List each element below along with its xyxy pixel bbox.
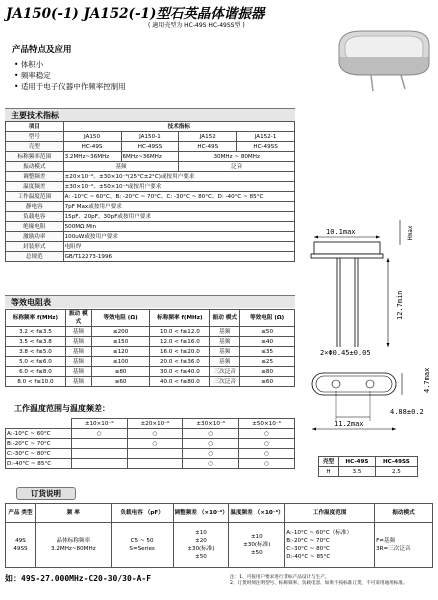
specs-cell: 泛音 [179,162,295,172]
specs-cell: 基频 [63,162,179,172]
specs-row-label: 振动模式 [6,162,64,172]
esr-cell: 基频 [65,327,91,337]
order-table [5,503,433,568]
specs-cell: 500MΩ Min [63,222,294,232]
temp-table [5,418,295,469]
specs-row-label: 总规范 [6,252,64,262]
temp-col: ±50×10⁻⁶ [239,419,295,429]
esr-cell: 16.0 < f≤20.0 [150,347,210,357]
specs-heading: 主要技术指标 [11,111,59,120]
temp-row [6,439,295,449]
temp-row [6,429,295,439]
specs-cell: A: -10°C ~ 60°C、B: -20°C ~ 70°C、C: -30°C ~ 80°C、D: -40°C ~ 85°C [63,192,294,202]
esr-cell: 5.0 < f≤6.0 [6,357,66,367]
esr-cell: 3.2 < f≤3.5 [6,327,66,337]
specs-row-label: 工作温度范围 [6,192,64,202]
specs-col-item: 项目 [6,122,64,132]
specs-row-label: 封装形式 [6,242,64,252]
dim-width-bottom: 11.2max [334,420,364,428]
esr-header: 振动 模式 [210,310,240,327]
specs-row-label: 绝缘电阻 [6,222,64,232]
specs-cell: ±30×10⁻⁶、±50×10⁻⁶或按用户要求 [63,182,294,192]
specs-col-spec: 技术指标 [63,122,294,132]
specs-cell: 3.2MHz~36MHz [63,152,121,162]
order-cell-type: 49S 49SS [6,523,36,568]
specs-model: JA150 [63,132,121,142]
temp-mark [71,459,127,469]
esr-row [6,327,295,337]
specs-row-label: 标称频率范围 [6,152,64,162]
specs-model: JA152 [179,132,237,142]
specs-cell: 100uW或按用户要求 [63,232,294,242]
esr-cell: 8.0 < f≤10.0 [6,377,66,387]
esr-row [6,357,295,367]
order-heading: 订货说明 [16,487,76,500]
specs-cell: HC-49S [179,142,237,152]
esr-cell: 三次泛音 [210,377,240,387]
esr-cell: 基频 [65,337,91,347]
esr-cell: 6.0 < f≤8.0 [6,367,66,377]
temp-mark [71,449,127,459]
esr-cell: ≤50 [240,327,295,337]
esr-cell: 20.0 < f≤36.0 [150,357,210,367]
esr-row [6,337,295,347]
footnote-1: 注：1、可按用户要求进行非标产品设计与生产。 [230,575,330,580]
crystal-photo [331,23,435,93]
esr-cell: ≤80 [91,367,150,377]
specs-cell: 15pF、20pF、30pF或按用户要求 [63,212,294,222]
specs-cell: HC-49S [63,142,121,152]
temp-row-label: B:-20°C ~ 70°C [6,439,72,449]
esr-section-bar [5,295,295,308]
esr-cell: ≤35 [240,347,295,357]
footnote-2: 2、订货时须注明型号、标称频率、负载电容、如果不按标准订货，不可采用通用标准。 [230,581,408,586]
esr-cell: ≤40 [240,337,295,347]
esr-header: 等效电阻 (Ω) [240,310,295,327]
specs-row-label: 激励功率 [6,232,64,242]
esr-cell: ≤120 [91,347,150,357]
specs-model: JA152-1 [237,132,295,142]
esr-cell: 12.0 < f≤16.0 [150,337,210,347]
temp-mark: ○ [239,449,295,459]
page-title: JA150(-1) JA152(-1)型石英晶体谐振器 [6,6,265,22]
order-cell-tmp: ±10 ±30(标准) ±50 [229,523,285,568]
esr-row [6,367,295,377]
temp-col: ±10×10⁻⁶ [71,419,127,429]
dim-thickness: 4.7max [423,367,431,393]
specs-row-label: 静电容 [6,202,64,212]
esr-cell: ≤150 [91,337,150,347]
case-header: HC-49SS [375,457,417,467]
esr-cell: ≤60 [240,377,295,387]
specs-cell: ±20×10⁻⁶、±30×10⁻⁶(25°C±2°C)或按用户要求 [63,172,294,182]
esr-cell: 三次泛音 [210,367,240,377]
features-heading: 产品特点及应用 [12,45,72,55]
temp-heading: 工作温度范围与温度频差： [14,404,110,413]
esr-header: 标称频率 f(MHz) [150,310,210,327]
temp-row [6,449,295,459]
features-list [14,59,126,92]
esr-row [6,347,295,357]
case-header: 壳型 [319,457,339,467]
esr-cell: 基频 [210,327,240,337]
temp-mark: ○ [71,429,127,439]
specs-table [5,121,295,262]
footnotes [230,575,408,587]
temp-mark [127,449,183,459]
temp-mark [71,439,127,449]
temp-mark: ○ [183,459,239,469]
esr-cell: ≤200 [91,327,150,337]
esr-cell: 基频 [65,367,91,377]
specs-cell: 6MHz~36MHz [121,152,179,162]
order-header: 调整频差 （×10⁻⁶） [173,504,229,523]
temp-body [6,429,295,469]
esr-cell: ≤80 [240,367,295,377]
temp-row-label: D:-40°C ~ 85°C [6,459,72,469]
temp-col: ±30×10⁻⁶ [183,419,239,429]
temp-mark: ○ [183,439,239,449]
dimension-drawing [298,195,438,455]
esr-cell: 30.0 < f≤40.0 [150,367,210,377]
esr-cell: 40.0 < f≤80.0 [150,377,210,387]
temp-col: ±20×10⁻⁶ [127,419,183,429]
esr-heading: 等效电阻表 [11,298,51,307]
specs-cell: 7pF Max或按用户要求 [63,202,294,212]
feature-item: • 体积小 [14,59,126,70]
dim-lead-length: 12.7min [396,290,404,320]
esr-cell: 基频 [65,347,91,357]
order-header: 负载电容 （pF） [111,504,173,523]
specs-section-bar [5,108,295,121]
order-example: 如：49S-27.000MHz-C20-30/30-A-F [5,574,152,583]
temp-mark: ○ [183,429,239,439]
esr-header: 振动 模式 [65,310,91,327]
temp-mark: ○ [183,449,239,459]
esr-table [5,309,295,387]
specs-row-label: 壳型 [6,142,64,152]
order-header: 产品 类型 [6,504,36,523]
temp-row [6,459,295,469]
feature-item: • 频率稳定 [14,70,126,81]
order-header: 频 率 [35,504,111,523]
case-cell: 3.5 [339,467,376,477]
dim-hmax: Hmax [407,225,414,240]
specs-cell: HC-49SS [121,142,179,152]
esr-row [6,377,295,387]
esr-cell: 3.8 < f≤5.0 [6,347,66,357]
order-header: 振动模式 [375,504,433,523]
case-cell: 2.5 [375,467,417,477]
order-cell-mode: F=基频 3R=三次泛音 [375,523,433,568]
specs-cell: HC-49SS [237,142,295,152]
temp-row-label: C:-30°C ~ 80°C [6,449,72,459]
esr-cell: ≤100 [91,357,150,367]
order-cell-load: C5 ~ 50 S=Series [111,523,173,568]
esr-cell: 基频 [210,347,240,357]
case-header: HC-49S [339,457,376,467]
temp-mark: ○ [127,439,183,449]
esr-cell: 10.0 < f≤12.0 [150,327,210,337]
order-cell-freq: 晶体标称频率 3.2MHz~80MHz [35,523,111,568]
specs-model: JA150-1 [121,132,179,142]
dim-lead-dia: 2×Φ0.45±0.05 [320,349,371,357]
specs-cell: GB/T12273-1996 [63,252,294,262]
esr-cell: ≤25 [240,357,295,367]
esr-cell: 基频 [210,337,240,347]
specs-row-label: 温度频差 [6,182,64,192]
specs-row-label: 型号 [6,132,64,142]
case-cell: H [319,467,339,477]
specs-cell: 30MHz ~ 80MHz [179,152,295,162]
esr-cell: 基频 [210,357,240,367]
order-cell-adj: ±10 ±20 ±30(标准) ±50 [173,523,229,568]
temp-mark: ○ [239,459,295,469]
feature-item: • 适用于电子仪器中作频率控制用 [14,81,126,92]
esr-cell: 基频 [65,357,91,367]
temp-mark: ○ [127,429,183,439]
esr-cell: 3.5 < f≤3.8 [6,337,66,347]
esr-body [6,327,295,387]
temp-mark [127,459,183,469]
specs-row-label: 负载电容 [6,212,64,222]
esr-cell: 基频 [65,377,91,387]
specs-row-label: 调整频差 [6,172,64,182]
order-cell-range: A:-10°C ~ 60°C（标准） B:-20°C ~ 70°C C:-30°C ~ 80°C D:-40°C ~ 85°C [285,523,375,568]
temp-corner [6,419,72,429]
order-header: 温度频差 （×10⁻⁶） [229,504,285,523]
temp-mark: ○ [239,439,295,449]
order-header: 工作温度范围 [285,504,375,523]
dim-width-top: 10.1max [326,228,356,236]
esr-header: 等效电阻 (Ω) [91,310,150,327]
case-height-table [318,456,418,477]
temp-mark: ○ [239,429,295,439]
specs-cell: 电阻焊 [63,242,294,252]
temp-row-label: A:-10°C ~ 60°C [6,429,72,439]
page-subtitle: ( 適用壳型为 HC-49S HC-49SS型 ) [148,22,245,29]
dim-pitch: 4.88±0.2 [390,408,424,416]
esr-header: 标称频率 f(MHz) [6,310,66,327]
esr-cell: ≤60 [91,377,150,387]
